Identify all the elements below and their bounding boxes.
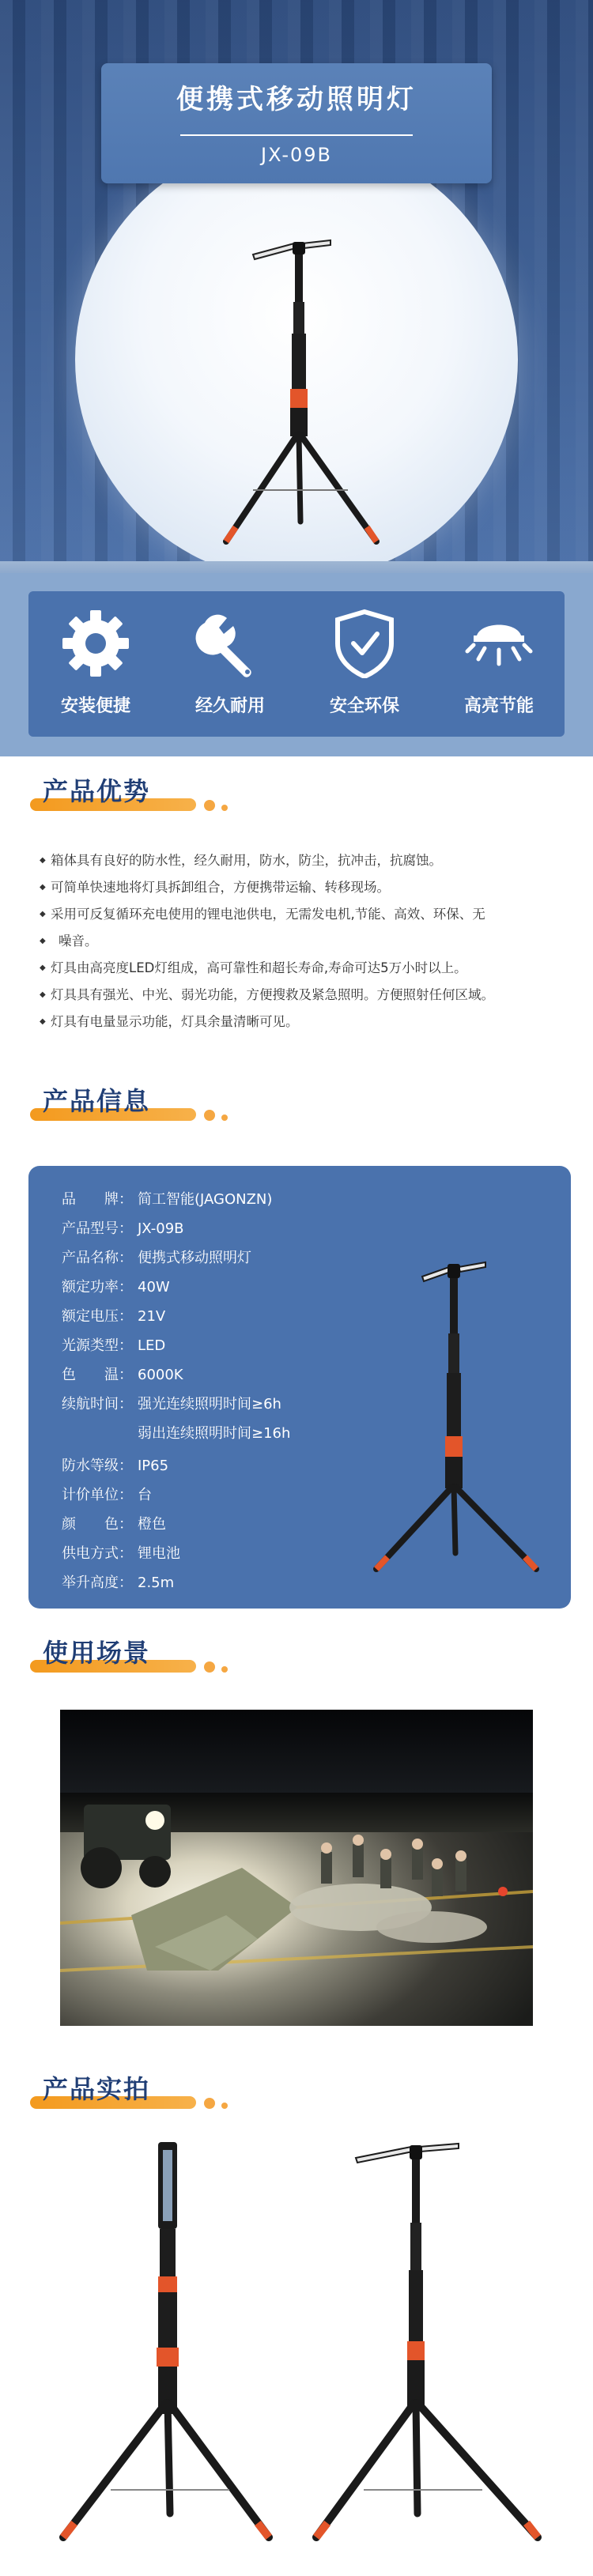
advantage-item: ◆ 灯具具有强光、中光、弱光功能，方便搜救及紧急照明。方便照射任何区域。 [40,982,577,1009]
spec-value: 6000K [138,1367,183,1383]
spec-row [62,1217,184,1238]
feature-label: 经久耐用 [195,696,265,716]
decor-dot [221,805,228,811]
spec-value: 橙色 [138,1516,166,1533]
spec-row [62,1393,281,1413]
spec-key: 品 牌： [62,1191,133,1208]
wrench-icon [195,609,265,678]
spec-row [62,1484,152,1504]
usage-scene-photo [60,1710,533,2026]
spec-value: 2.5m [138,1575,175,1591]
feature-durable [163,591,297,737]
feature-label: 安装便捷 [60,696,130,716]
spec-row [62,1422,290,1443]
info-title: 产品信息 [43,1086,151,1116]
decor-dot [204,800,215,811]
spec-row [62,1305,165,1326]
spec-value: 40W [138,1279,170,1296]
spec-row [62,1513,166,1533]
spec-row [62,1247,251,1267]
spec-key: 计价单位： [62,1487,133,1503]
spec-value: 21V [138,1308,166,1325]
spec-key: 额定电压： [62,1308,133,1325]
product-photo-deployed [300,2142,569,2553]
feature-bright [432,591,566,737]
decor-dot [204,1110,215,1121]
product-title: 便携式移动照明灯 [176,84,417,115]
feature-panel [28,591,565,737]
title-divider [180,134,413,136]
feature-install [28,591,163,737]
decor-dot [221,2103,228,2109]
shield-check-icon [330,609,399,678]
scene-title: 使用场景 [43,1638,151,1668]
spec-row [62,1571,174,1592]
decor-dot [221,1666,228,1673]
decor-dot [204,1661,215,1673]
spec-key: 额定功率： [62,1279,133,1296]
advantage-item: ◆ 采用可反复循环充电使用的锂电池供电，无需发电机,节能、高效、环保、无 [40,901,577,928]
spec-row [62,1363,183,1384]
feature-safety [297,591,432,737]
product-model: JX-09B [261,144,332,166]
spec-value: 弱出连续照明时间≥16h [138,1425,291,1442]
advantage-item: ◆ 可简单快速地将灯具拆卸组合，方便携带运输、转移现场。 [40,874,577,901]
decor-dot [204,2098,215,2109]
advantage-item: ◆ 箱体具有良好的防水性，经久耐用，防水，防尘，抗冲击，抗腐蚀。 [40,847,577,874]
advantage-item-cont [40,928,577,955]
spec-value: LED [138,1337,166,1354]
spec-row [62,1334,165,1355]
spec-key: 产品型号： [62,1220,133,1237]
spec-row [62,1454,168,1475]
spec-key: 光源类型： [62,1337,133,1354]
spec-value: IP65 [138,1458,169,1474]
advantage-item: ◆ 灯具由高亮度LED灯组成，高可靠性和超长寿命,寿命可达5万小时以上。 [40,955,577,982]
spec-key: 续航时间： [62,1396,133,1412]
hero-title-box [101,63,492,183]
spec-key: 色 温： [62,1367,133,1383]
spec-value: 台 [138,1487,152,1503]
spec-value: JX-09B [138,1220,184,1237]
spec-value: 锂电池 [138,1545,180,1562]
spec-key: 举升高度： [62,1575,133,1591]
spec-row [62,1188,272,1209]
hero-banner [0,0,593,573]
spec-key: 颜 色： [62,1516,133,1533]
gear-icon [61,609,130,678]
tripod-lamp-image [198,237,403,561]
advantage-text: 噪音。 [59,933,98,949]
spec-value: 便携式移动照明灯 [138,1250,251,1266]
advantage-item: ◆ 灯具有电量显示功能，灯具余量清晰可见。 [40,1009,577,1035]
lamp-head [253,240,330,259]
hero-floor [0,561,593,573]
spec-key: 供电方式： [62,1545,133,1562]
photos-title: 产品实拍 [43,2074,151,2104]
decor-dot [221,1115,228,1121]
product-photo-folded [32,2142,300,2553]
feature-label: 高亮节能 [463,696,534,716]
spec-key: 防水等级： [62,1458,133,1474]
product-image [361,1253,550,1585]
spec-value: 简工智能(JAGONZN) [138,1191,273,1208]
spec-key: 产品名称： [62,1250,133,1266]
advantages-title: 产品优势 [43,776,151,806]
advantages-list [40,847,577,1035]
feature-label: 安全环保 [329,696,399,716]
spec-value: 强光连续照明时间≥6h [138,1396,281,1412]
product-info-card [28,1166,571,1609]
lamp-light-icon [464,609,534,678]
scene-illustration [60,1710,533,2026]
spec-row [62,1542,180,1563]
spec-row [62,1276,170,1296]
